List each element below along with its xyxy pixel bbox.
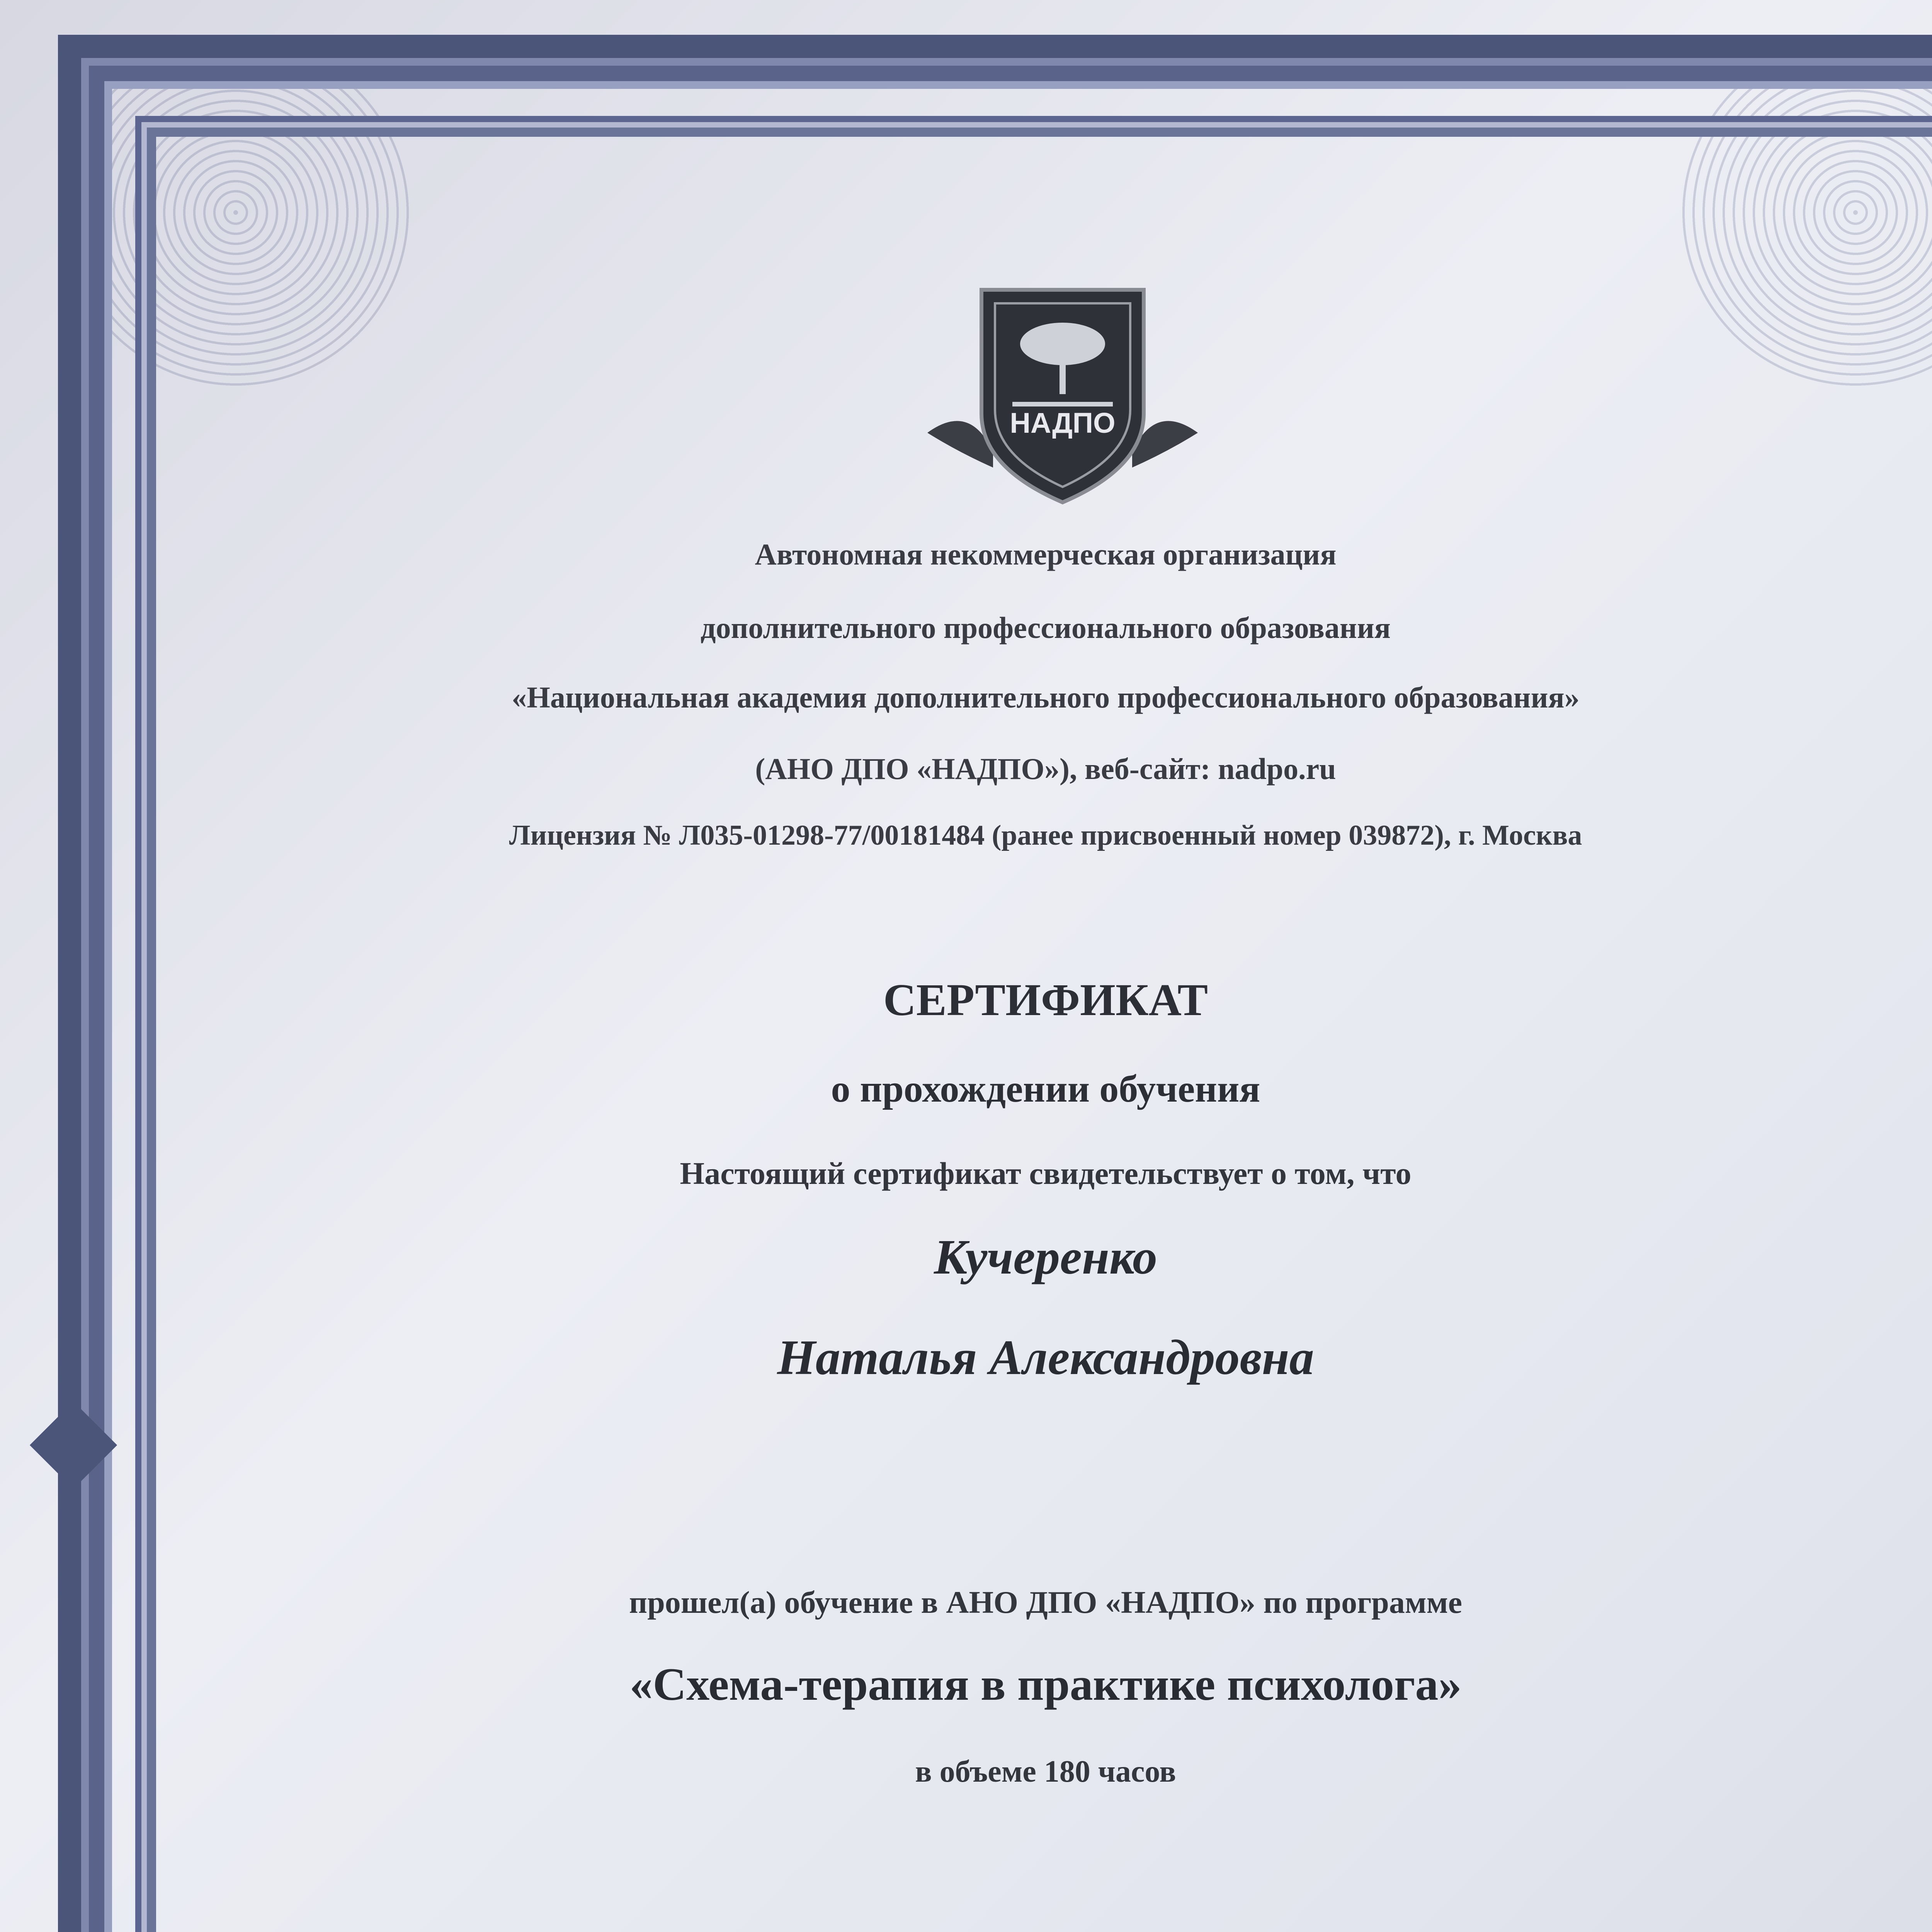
org-line: дополнительного профессионального образования [700,611,1391,645]
license-line: Лицензия № Л035-01298-77/00181484 (ранее присвоенный номер 039872), г. Москва [509,820,1582,851]
program-title: «Схема-терапия в практике психолога» [629,1658,1462,1710]
org-line: Автономная некоммерческая организация [755,537,1337,571]
nadpo-logo [923,286,1202,510]
certificate-title: СЕРТИФИКАТ [883,975,1208,1025]
logo-text: НАДПО [1010,407,1116,439]
program-intro: прошел(а) обучение в АНО ДПО «НАДПО» по программе [629,1585,1463,1620]
program-hours: в объеме 180 часов [915,1755,1176,1789]
recipient-surname: Кучеренко [934,1230,1157,1284]
recipient-given-names: Наталья Александровна [777,1330,1314,1385]
certificate-intro: Настоящий сертификат свидетельствует о том, что [680,1156,1412,1191]
org-line: (АНО ДПО «НАДПО»), веб-сайт: nadpo.ru [755,752,1336,786]
certificate-subtitle: о прохождении обучения [831,1067,1260,1110]
org-line: «Национальная академия дополнительного профессионального образования» [512,680,1580,714]
